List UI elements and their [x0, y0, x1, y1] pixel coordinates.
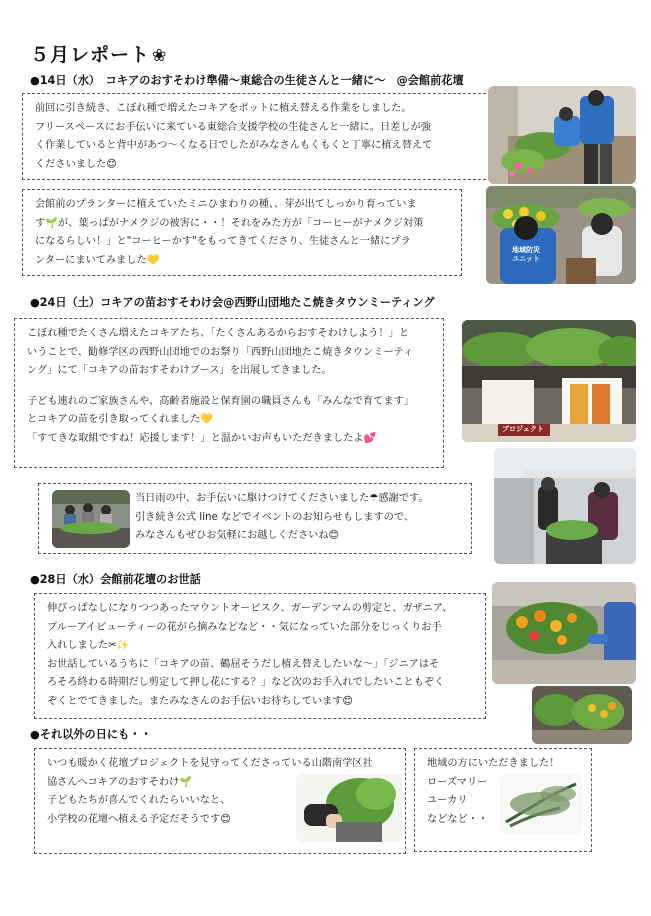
section-heading-0524: ●24日（土）コキアの苗おすそわけ会@西野山団地たこ焼きタウンミーティング [30, 296, 435, 309]
page-title-text: ５月レポート [30, 44, 151, 66]
text-line: す🌱が、葉っぱがナメクジの被害に・・！それをみた方が「コーヒーがナメクジ対策 [35, 217, 424, 229]
text-line: 協さんへコキアのおすそわけ🌱 [47, 776, 192, 788]
text-line: こぼれ種でたくさん増えたコキアたち、「たくさんあるからおすそわけしよう！」と [27, 328, 410, 339]
text-line: ンターにまいてみました💛 [35, 254, 160, 266]
photo-helpers-table [494, 448, 636, 564]
text-line: お世話しているうちに「コキアの苗、鶴屈そうだし植え替えしたいな～」「ジニアはそ [47, 658, 440, 670]
text-line: く作業していると背中があつ～くなる日でしたがみなさんもくもくと丁寧に植え替えて [35, 140, 433, 151]
vest-label: 地域防災 ユニット [512, 246, 540, 263]
photo-flowerbed-pruned [532, 686, 632, 744]
paragraph-gap [27, 381, 433, 393]
text-line: みなさんもぜひお気軽にお越しくださいね😊 [135, 530, 340, 541]
text-line: 入れしました✂✨ [47, 640, 130, 651]
text-line: いうことで、勧修学区の西野山団地でのお祭り「西野山団地たこ焼きタウンミーティ [27, 346, 414, 358]
text-line: ぞくとでてきました。またみなさんのお手伝いお待ちしています😊 [47, 695, 354, 707]
report-box-0514-a [22, 93, 506, 180]
text-line: ング」にて「コキアの苗おすそわけブース」を出展してきました。 [27, 365, 332, 376]
text-line: 伸びっぱなしになりつつあったマウントオービスク、ガーデンマムの剪定と、ガザニア、 [47, 603, 453, 614]
text-line: 地域の方にいただきました！ [427, 758, 560, 769]
text-line: 小学校の花壇へ植える予定だそうです😊 [47, 813, 231, 825]
report-box-0524-a [14, 318, 444, 468]
text-line: 当日雨の中、お手伝いに駆けつけてくださいました☂感謝です。 [135, 493, 429, 504]
photo-repotting-kokia [488, 86, 636, 184]
text-line: 前回に引き続き、こぼれ種で増えたコキアをポットに植え替える作業をしました。 [35, 103, 412, 114]
text-line: ブルーアイビューティーの花がら摘みなどなど・・気になっていた部分をじっくりお手 [47, 621, 442, 633]
photo-planter-sunflower [486, 186, 636, 284]
photo-herbs [500, 774, 582, 834]
page-title [30, 40, 167, 67]
text-line: ローズマリー [427, 776, 488, 788]
text-line: 会館前のプランターに植えていたミニひまわりの種、、芽が出てしっかり育っていま [35, 199, 417, 210]
section-heading-0528: ●28日（水）会館前花壇のお世話 [30, 573, 201, 586]
text-line: いつも暖かく花壇プロジェクトを見守ってくださっている山階南学区社 [47, 758, 373, 769]
text-line: 子どもたちが喜んでくれたらいいなと、 [47, 795, 231, 806]
sign-label: プロジェクト [502, 425, 544, 433]
text-line: 引き続き公式 line などでイベントのお知らせもしますので、 [135, 511, 415, 523]
flower-icon: ❀ [152, 46, 168, 66]
report-box-0528 [34, 593, 486, 719]
text-line: 子ども連れのご家族さんや、高齢者施設と保育園の職員さんも「みんなで育てます」 [27, 395, 414, 407]
section-heading-0514: ●14日（水） コキアのおすそわけ準備～東総合の生徒さんと一緒に～ @会館前花壇 [30, 74, 464, 87]
text-line: ユーカリ [427, 795, 468, 806]
text-line: などなど・・ [427, 813, 489, 825]
text-line: とコキアの苗を引き取ってくれました💛 [27, 414, 213, 425]
photo-kokia-donation [296, 774, 402, 842]
text-line: ろそろ終わる時期だし剪定して押し花にする？」など次のお手入れでしたいこともぞく [47, 677, 445, 688]
report-box-0514-b [22, 189, 462, 276]
photo-group-booth [52, 490, 130, 548]
section-heading-other-days: ●それ以外の日にも・・ [30, 728, 152, 741]
text-line: 「すてきな取組ですね！応援します！」と温かいお声もいただきましたよ💕 [27, 432, 377, 444]
text-line: になるらしい！」と"コーヒーかす"をもってきてくださり、生徒さんと一緒にプラ [35, 236, 411, 247]
text-line: くださいました😊 [35, 158, 117, 170]
photo-kokia-booth [462, 320, 636, 442]
photo-flowerbed-care [492, 582, 636, 684]
text-line: フリースペースにお手伝いに来ている東総合支援学校の生徒さんと一緒に。日差しが強 [35, 121, 431, 133]
